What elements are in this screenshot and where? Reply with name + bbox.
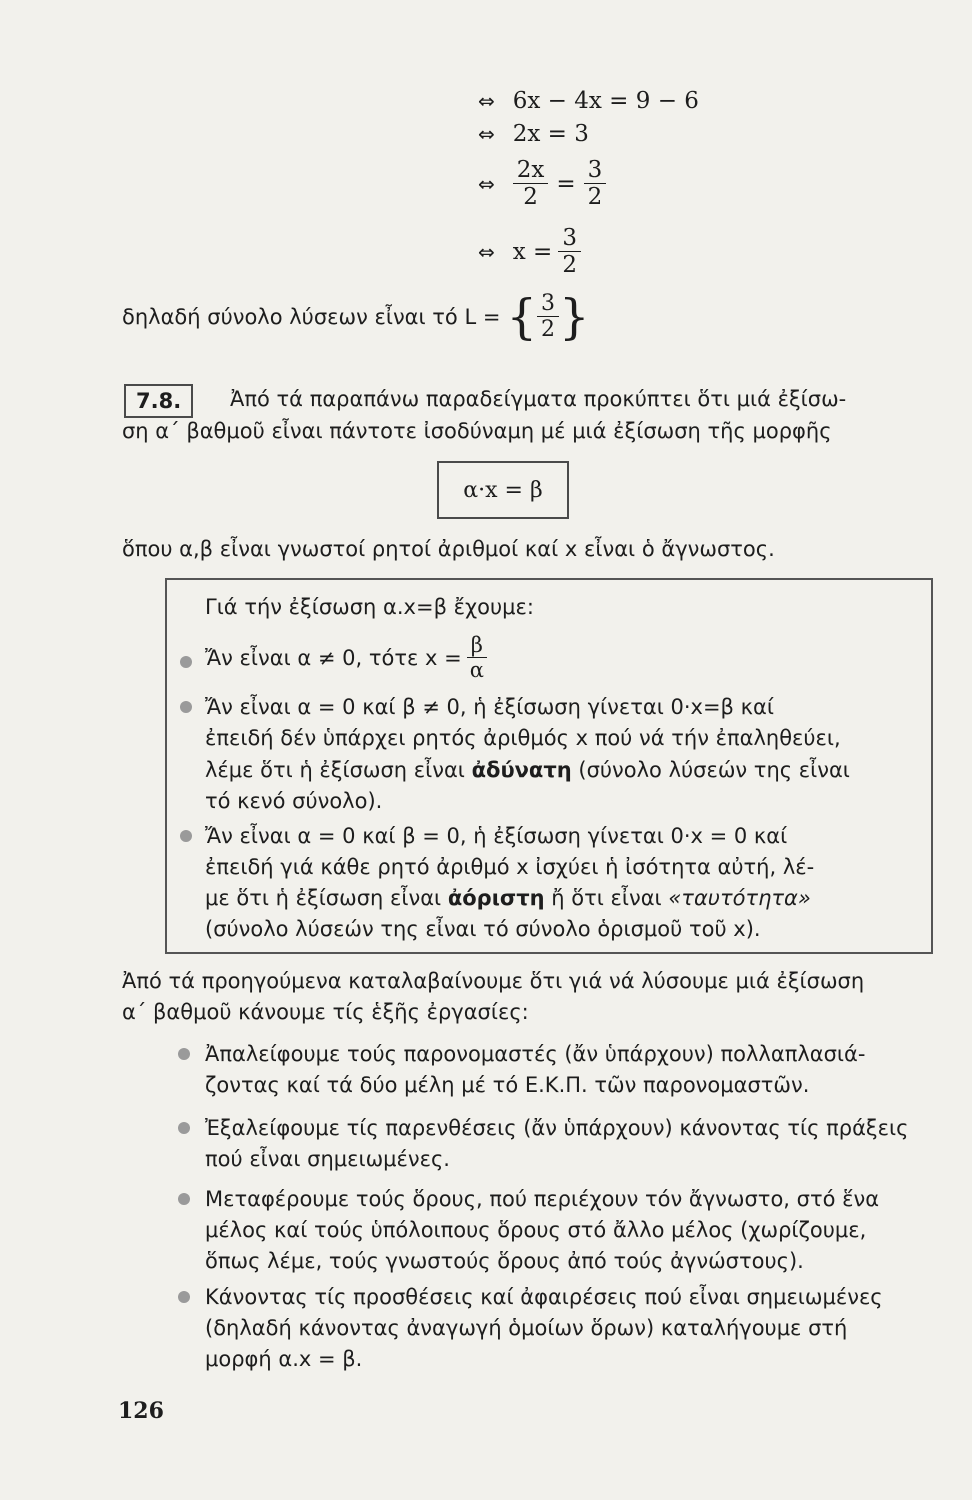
case-3-line-4: (σύνολο λύσεών της εἶναι τό σύνολο ὁρισμοῦ τοῦ x). xyxy=(205,917,761,941)
step-1-line-2: ζοντας καί τά δύο μέλη μέ τό Ε.Κ.Π. τῶν παρονομαστῶν. xyxy=(205,1073,810,1097)
text-run: με ὅτι ἡ ἐξίσωση εἶναι xyxy=(205,886,448,910)
bullet-icon xyxy=(178,1048,190,1060)
impossible-term: ἀδύνατη xyxy=(471,758,572,782)
step-3-line-2: μέλος καί τούς ὑπόλοιπους ὅρους στό ἄλλο μέλος (χωρίζουμε, xyxy=(205,1218,867,1242)
numerator: β xyxy=(467,634,487,658)
bullet-icon xyxy=(178,1122,190,1134)
step-3-line-1: Μεταφέρουμε τούς ὅρους, πού περιέχουν τόν ἄγνωστο, στό ἕνα xyxy=(205,1187,880,1211)
known-quantities-text: ὅπου α,β εἶναι γνωστοί ρητοί ἀριθμοί καί x εἶναι ὁ ἄγνωστος. xyxy=(122,537,775,561)
case-2-line-3 xyxy=(205,755,850,786)
text-run: (σύνολο λύσεών της εἶναι xyxy=(571,758,850,782)
page-number: 126 xyxy=(118,1398,164,1424)
case-3-line-2: ἐπειδή γιά κάθε ρητό ἀριθμό x ἰσχύει ἡ ἰσότητα αὐτή, λέ- xyxy=(205,855,815,879)
bullet-icon xyxy=(180,830,192,842)
equation-line-2 xyxy=(478,121,589,147)
iff-symbol: ⇔ xyxy=(478,171,495,196)
procedure-intro-line-1: Ἀπό τά προηγούμενα καταλαβαίνουμε ὅτι γιά νά λύσουμε μιά ἐξίσωση xyxy=(122,969,865,993)
denominator: 2 xyxy=(540,317,555,343)
case-1 xyxy=(205,634,488,681)
procedure-intro-line-2: α΄ βαθμοῦ κάνουμε τίς ἑξῆς ἐργασίες: xyxy=(122,1000,529,1024)
section-intro-line-2: ση α΄ βαθμοῦ εἶναι πάντοτε ἰσοδύναμη μέ μιά ἐξίσωση τῆς μορφῆς xyxy=(122,419,832,443)
step-4-line-3: μορφή α.x = β. xyxy=(205,1347,363,1371)
numerator: 3 xyxy=(584,158,607,184)
numerator: 2x xyxy=(513,158,549,184)
case-2-line-1: Ἄν εἶναι α = 0 καί β ≠ 0, ἡ ἐξίσωση γίνεται 0·x=β καί xyxy=(205,695,774,719)
section-number: 7.8. xyxy=(124,384,193,418)
fraction xyxy=(513,158,549,209)
bullet-icon xyxy=(178,1193,190,1205)
equation-line-3 xyxy=(478,158,606,209)
text-run: λέμε ὅτι ἡ ἐξίσωση εἶναι xyxy=(205,758,472,782)
case-2-line-4: τό κενό σύνολο). xyxy=(205,789,383,813)
bullet-icon xyxy=(180,656,192,668)
step-2-line-1: Ἐξαλείφουμε τίς παρενθέσεις (ἄν ὑπάρχουν) κάνοντας τίς πράξεις xyxy=(205,1116,909,1140)
equation-line-4 xyxy=(478,226,581,277)
case-1-text: Ἄν εἶναι α ≠ 0, τότε x = xyxy=(205,645,462,670)
case-2-line-2: ἐπειδή δέν ὑπάρχει ρητός ἀριθμός x πού νά τήν ἐπαληθεύει, xyxy=(205,726,841,750)
general-form-formula: α·x = β xyxy=(437,461,569,519)
text-run: ἤ ὅτι εἶναι xyxy=(544,886,669,910)
solution-set-line xyxy=(122,288,590,345)
bullet-icon xyxy=(178,1291,190,1303)
denominator: 2 xyxy=(587,184,603,211)
right-brace: } xyxy=(558,288,590,345)
equals-sign: = xyxy=(556,170,576,197)
case-3-line-3 xyxy=(205,883,811,914)
indeterminate-term: ἀόριστη xyxy=(447,886,545,910)
equation-text: 6x − 4x = 9 − 6 xyxy=(512,88,699,114)
fraction xyxy=(466,634,488,681)
equation-text: x = xyxy=(512,238,553,265)
denominator: α xyxy=(469,658,484,683)
step-4-line-1: Κάνοντας τίς προσθέσεις καί ἀφαιρέσεις πού εἶναι σημειωμένες xyxy=(205,1285,883,1309)
step-3-line-3: ὅπως λέμε, τούς γνωστούς ὅρους ἀπό τούς ἀγνώστους). xyxy=(205,1249,804,1273)
left-brace: { xyxy=(506,288,537,345)
iff-symbol: ⇔ xyxy=(478,122,495,146)
iff-symbol: ⇔ xyxy=(478,89,495,113)
iff-symbol: ⇔ xyxy=(478,239,495,264)
fraction xyxy=(537,292,559,341)
case-3-line-1: Ἄν εἶναι α = 0 καί β = 0, ἡ ἐξίσωση γίνεται 0·x = 0 καί xyxy=(205,824,788,848)
denominator: 2 xyxy=(562,252,577,279)
fraction xyxy=(558,226,581,277)
cases-heading: Γιά τήν ἐξίσωση α.x=β ἔχουμε: xyxy=(205,595,534,619)
equation-text: 2x = 3 xyxy=(512,121,589,147)
section-intro-line-1: Ἀπό τά παραπάνω παραδείγματα προκύπτει ὅτι μιά ἐξίσω- xyxy=(230,387,847,411)
step-2-line-2: πού εἶναι σημειωμένες. xyxy=(205,1147,450,1171)
solution-text: δηλαδή σύνολο λύσεων εἶναι τό L = xyxy=(122,304,501,329)
identity-term: «ταυτότητα» xyxy=(668,886,811,910)
bullet-icon xyxy=(180,701,192,713)
equation-line-1 xyxy=(478,88,699,114)
denominator: 2 xyxy=(523,184,538,211)
numerator: 3 xyxy=(537,292,559,317)
fraction xyxy=(584,158,607,209)
step-4-line-2: (δηλαδή κάνοντας ἀναγωγή ὁμοίων ὅρων) καταλήγουμε στή xyxy=(205,1316,848,1340)
step-1-line-1: Ἀπαλείφουμε τούς παρονομαστές (ἄν ὑπάρχουν) πολλαπλασιά- xyxy=(205,1042,866,1066)
numerator: 3 xyxy=(558,226,581,252)
